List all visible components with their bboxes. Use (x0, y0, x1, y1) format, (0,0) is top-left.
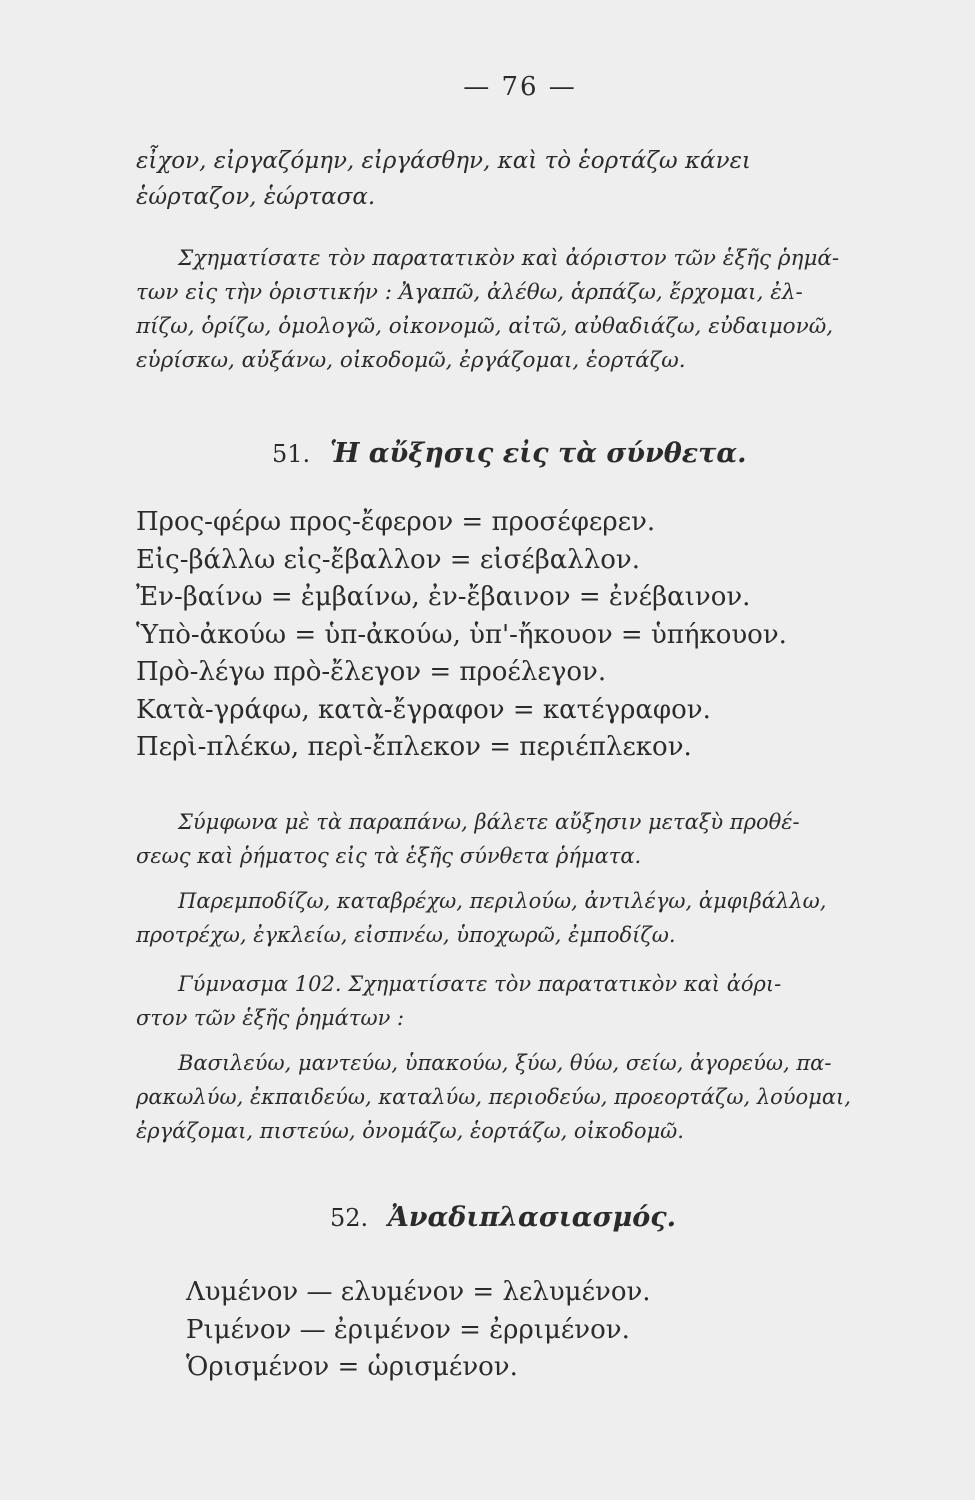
exercise-line: των εἰς τὴν ὁριστικήν : Ἀγαπῶ, ἀλέθω, ἁρπάζω, ἔρχομαι, ἐλ- (136, 280, 803, 305)
exercise-line: πίζω, ὁρίζω, ὁμολογῶ, οἰκονομῶ, αἰτῶ, αὐθαδιάζω, εὐδαιμονῶ, (136, 314, 834, 339)
verbs-102-line: Βασιλεύω, μαντεύω, ὑπακούω, ξύω, θύω, σείω, ἀγορεύω, πα- (178, 1051, 832, 1075)
exercise-line: εὑρίσκω, αὐξάνω, οἰκοδομῶ, ἐργάζομαι, ἑορτάζω. (136, 348, 686, 373)
section-number: 51. (272, 440, 311, 468)
gymnasma-line: στον τῶν ἑξῆς ῥημάτων : (136, 1006, 405, 1030)
intro-paragraph (136, 143, 926, 215)
gymnasma-label: Γύμνασμα 102. (178, 972, 342, 996)
section-title: Ἡ αὔξησις εἰς τὰ σύνθετα. (329, 438, 747, 469)
example-line: Ἐν-βαίνω = ἐμβαίνω, ἐν-ἔβαινον = ἐνέβαινον. (136, 582, 751, 612)
example-line: Προς-φέρω προς-ἔφερον = προσέφερεν. (136, 507, 656, 537)
example-line: Ὑπὸ-ἀκούω = ὑπ-ἀκούω, ὑπ'-ἤκουον = ὑπήκουον. (136, 619, 787, 650)
instruction-paragraph (136, 805, 926, 873)
example-line: Περὶ-πλέκω, περὶ-ἔπλεκον = περιέπλεκον. (136, 732, 692, 762)
gymnasma-paragraph (136, 967, 926, 1035)
section-52-heading (330, 1202, 676, 1233)
example-line: Ριμένον — ἐριμένον = ἐρριμένον. (186, 1314, 630, 1345)
example-line: Πρὸ-λέγω πρὸ-ἔλεγον = προέλεγον. (136, 657, 607, 687)
gymnasma-line (136, 967, 926, 1001)
example-line: Κατὰ-γράφω, κατὰ-ἔγραφον = κατέγραφον. (136, 694, 711, 725)
page-number: — 76 — (463, 72, 577, 102)
instruction-line: Σύμφωνα μὲ τὰ παραπάνω, βάλετε αὔξησιν μεταξὺ προθέ- (178, 810, 800, 834)
example-line: Εἰς-βάλλω εἰς-ἔβαλλον = εἰσέβαλλον. (136, 544, 640, 575)
intro-line: ἑώρταζον, ἑώρτασα. (136, 184, 376, 210)
verbs-102-line: ρακωλύω, ἐκπαιδεύω, καταλύω, περιοδεύω, προεορτάζω, λούομαι, (136, 1085, 851, 1109)
section-title: Ἀναδιπλασιασμός. (387, 1202, 677, 1233)
section-number: 52. (330, 1204, 369, 1232)
verbs-line: προτρέχω, ἐγκλείω, εἰσπνέω, ὑποχωρῶ, ἐμποδίζω. (136, 923, 676, 947)
section-52-examples (186, 1274, 651, 1387)
exercise-line: Σχηματίσατε τὸν παρατατικὸν καὶ ἀόριστον τῶν ἑξῆς ῥημά- (178, 246, 840, 271)
section-51-examples (136, 504, 787, 767)
instruction-line: σεως καὶ ῥήματος εἰς τὰ ἑξῆς σύνθετα ῥήματα. (136, 844, 642, 868)
exercise-paragraph (136, 242, 926, 378)
verbs-line: Παρεμποδίζω, καταβρέχω, περιλούω, ἀντιλέγω, ἀμφιβάλλω, (178, 889, 827, 913)
gymnasma-text: Σχηματίσατε τὸν παρατατικὸν καὶ ἀόρι- (348, 972, 782, 996)
example-line: Λυμένον — ελυμένον = λελυμένον. (186, 1277, 651, 1307)
verbs-102-paragraph (136, 1046, 926, 1148)
intro-line: εἶχον, εἰργαζόμην, εἰργάσθην, καὶ τὸ ἑορτάζω κάνει (136, 148, 751, 174)
section-51-heading (272, 438, 747, 469)
verbs-102-line: ἐργάζομαι, πιστεύω, ὀνομάζω, ἑορτάζω, οἰκοδομῶ. (136, 1119, 684, 1143)
verbs-paragraph (136, 884, 926, 952)
example-line: Ὁρισμένον = ὡρισμένον. (186, 1352, 518, 1382)
